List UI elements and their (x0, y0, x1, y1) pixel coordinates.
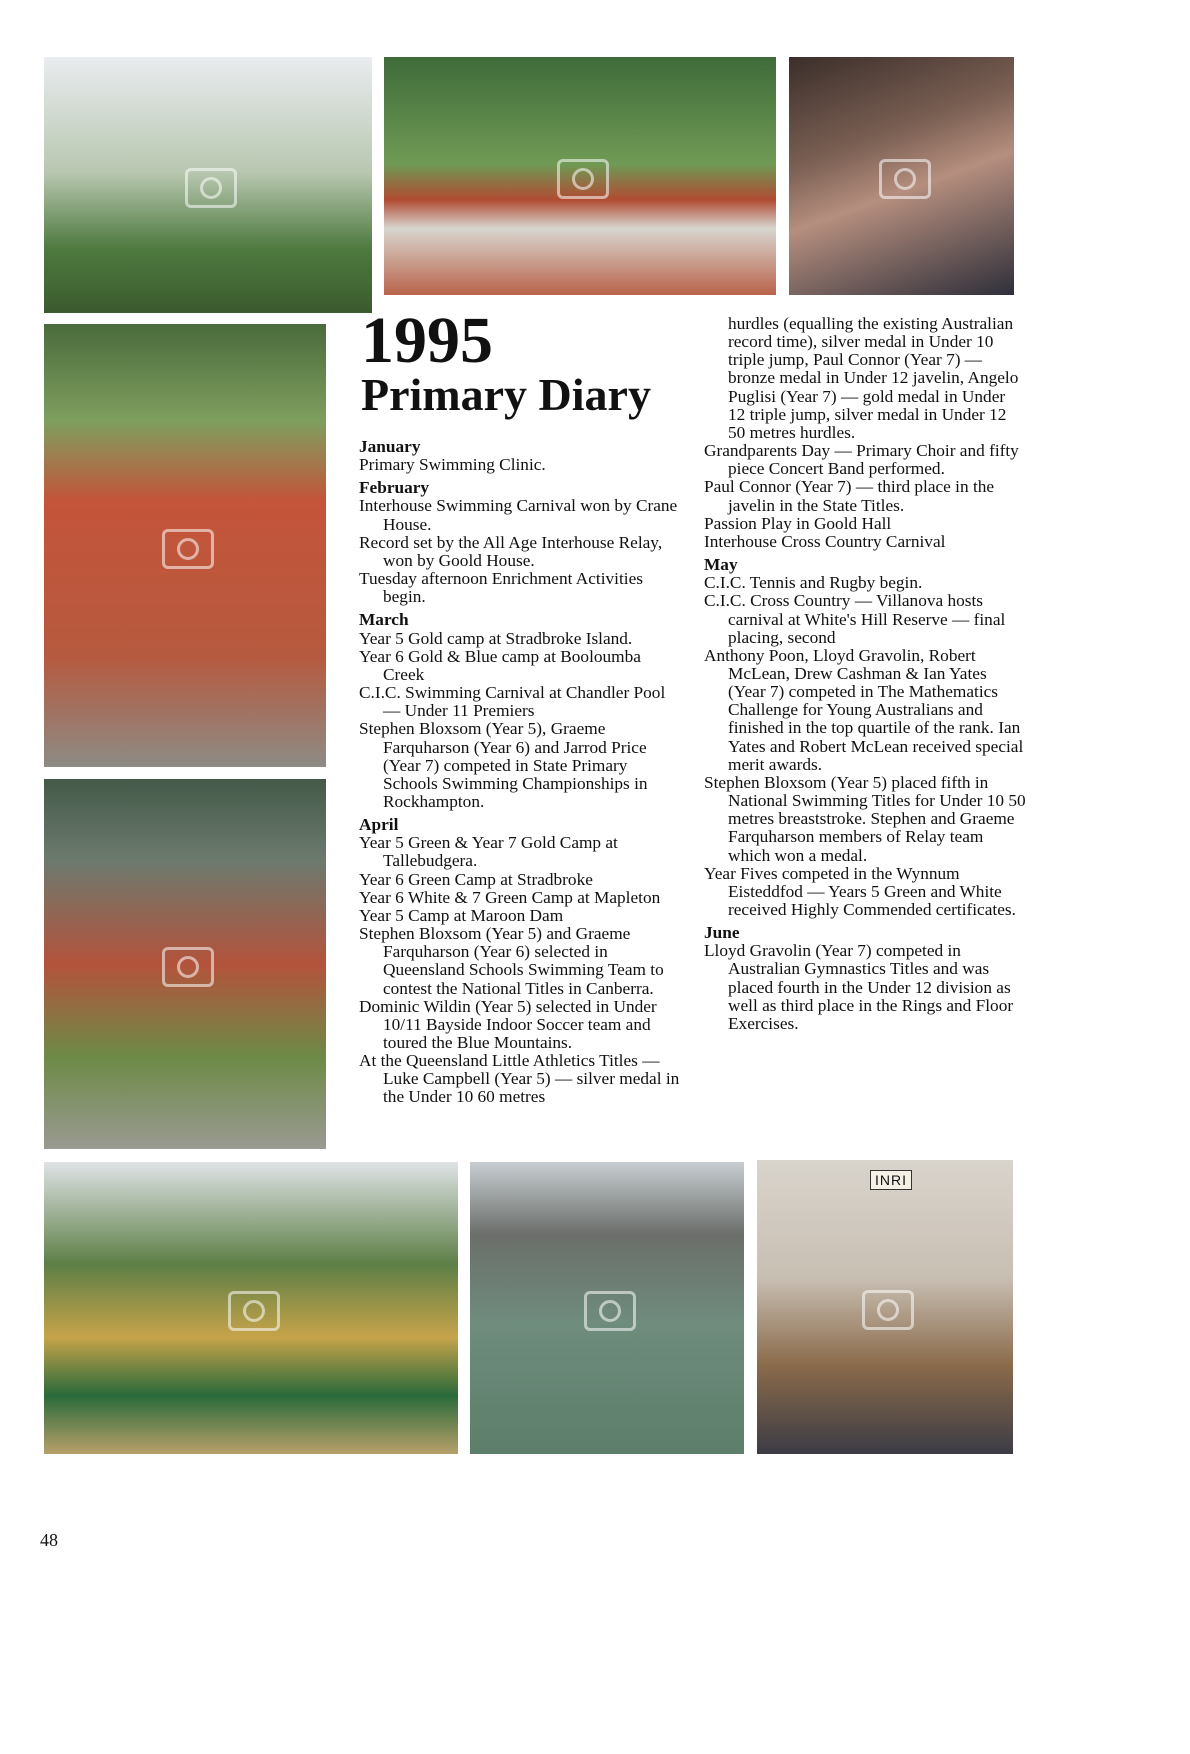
month-heading-january: January (359, 437, 421, 456)
photo-icon (862, 1290, 914, 1330)
month-heading-june: June (704, 923, 740, 943)
diary-entry: Year 5 Gold camp at Stradbroke Island. (359, 628, 633, 648)
month-heading-april: April (359, 815, 399, 835)
diary-entry: Interhouse Cross Country Carnival (704, 531, 946, 551)
diary-entry: Lloyd Gravolin (Year 7) competed in Australian Gymnastics Titles and was placed fourth in the Under 12 division as well as third place in the Rings and Floor Exercises. (704, 941, 1014, 1033)
diary-entry: Year 6 Gold & Blue camp at Booloumba Creek (359, 646, 641, 684)
photo-icon (584, 1291, 636, 1331)
photo-shot-put (44, 779, 326, 1149)
diary-entry: Stephen Bloxsom (Year 5) and Graeme Farquharson (Year 6) selected in Queensland Schools Swimming Team to contest the National Titles in Canberra. (359, 924, 664, 998)
photo-icon (185, 168, 237, 208)
page-number: 48 (40, 1530, 58, 1550)
photo-icon (879, 159, 931, 199)
diary-entry: Year 5 Green & Year 7 Gold Camp at Tallebudgera. (359, 833, 618, 871)
diary-entry: Stephen Bloxsom (Year 5) placed fifth in National Swimming Titles for Under 10 50 metres breaststroke. Stephen and Graeme Farquharson members of Relay team which won a medal. (704, 772, 1026, 865)
diary-entry-continued: hurdles (equalling the existing Australian record time), silver medal in Under 10 triple jump, Paul Connor (Year 7) — bronze medal in Under 12 javelin, Angelo Puglisi (Year 7) — gold medal in Under 12 triple jump, silver medal in Under 12 50 metres hurdles. (728, 314, 1019, 442)
photo-icon (557, 159, 609, 199)
diary-column-2 (704, 315, 1026, 1033)
photo-basketball (470, 1162, 744, 1454)
month-heading-february: February (359, 478, 430, 498)
diary-entry: Record set by the All Age Interhouse Relay, won by Goold House. (359, 532, 663, 570)
diary-entry: Dominic Wildin (Year 5) selected in Under 10/11 Bayside Indoor Soccer team and toured the Blue Mountains. (359, 996, 657, 1052)
diary-entry: C.I.C. Cross Country — Villanova hosts carnival at White's Hill Reserve — final placing, second (704, 591, 1006, 647)
photo-passion-play (757, 1160, 1013, 1454)
diary-entry: Year 6 White & 7 Green Camp at Mapleton (359, 887, 661, 907)
diary-entry: Interhouse Swimming Carnival won by Crane House. (359, 496, 678, 534)
diary-entry: Stephen Bloxsom (Year 5), Graeme Farquharson (Year 6) and Jarrod Price (Year 7) competed in State Primary Schools Swimming Championships in Rockhampton. (359, 719, 648, 811)
photo-rugby-lineout (44, 1162, 458, 1454)
photo-icon (162, 529, 214, 569)
photo-high-jump (384, 57, 776, 295)
diary-entry: Year 5 Camp at Maroon Dam (359, 905, 564, 925)
diary-entry: Anthony Poon, Lloyd Gravolin, Robert McLean, Drew Cashman & Ian Yates (Year 7) competed in The Mathematics Challenge for Young Australians and finished in the top quartile of the rank. Ian Yates and Robert McLean received special merit awards. (704, 645, 1024, 774)
inri-sign: INRI (870, 1170, 912, 1190)
photo-icon (162, 947, 214, 987)
diary-entry: Grandparents Day — Primary Choir and fifty piece Concert Band performed. (704, 441, 1019, 479)
photo-icon (228, 1291, 280, 1331)
photo-cross-country-runners (44, 324, 326, 767)
diary-entry: Year 6 Green Camp at Stradbroke (359, 869, 593, 889)
diary-entry: Paul Connor (Year 7) — third place in the javelin in the State Titles. (704, 477, 995, 515)
diary-entry: C.I.C. Tennis and Rugby begin. (704, 573, 923, 593)
month-heading-may: May (704, 555, 738, 575)
diary-column-1 (359, 438, 681, 1107)
photo-swimmers (44, 57, 372, 313)
diary-entry: Primary Swimming Clinic. (359, 455, 546, 475)
diary-entry: C.I.C. Swimming Carnival at Chandler Pool — Under 11 Premiers (359, 683, 666, 721)
diary-entry: Passion Play in Goold Hall (704, 513, 892, 533)
photo-grandparents-audience (789, 57, 1014, 295)
title-heading: Primary Diary (361, 369, 651, 420)
diary-entry: At the Queensland Little Athletics Titles — Luke Campbell (Year 5) — silver medal in the Under 10 60 metres (359, 1051, 680, 1107)
diary-entry: Tuesday afternoon Enrichment Activities begin. (359, 569, 643, 607)
month-heading-march: March (359, 610, 409, 630)
title-year: 1995 (361, 304, 493, 377)
diary-entry: Year Fives competed in the Wynnum Eisteddfod — Years 5 Green and White received Highly Commended certificates. (704, 863, 1016, 919)
